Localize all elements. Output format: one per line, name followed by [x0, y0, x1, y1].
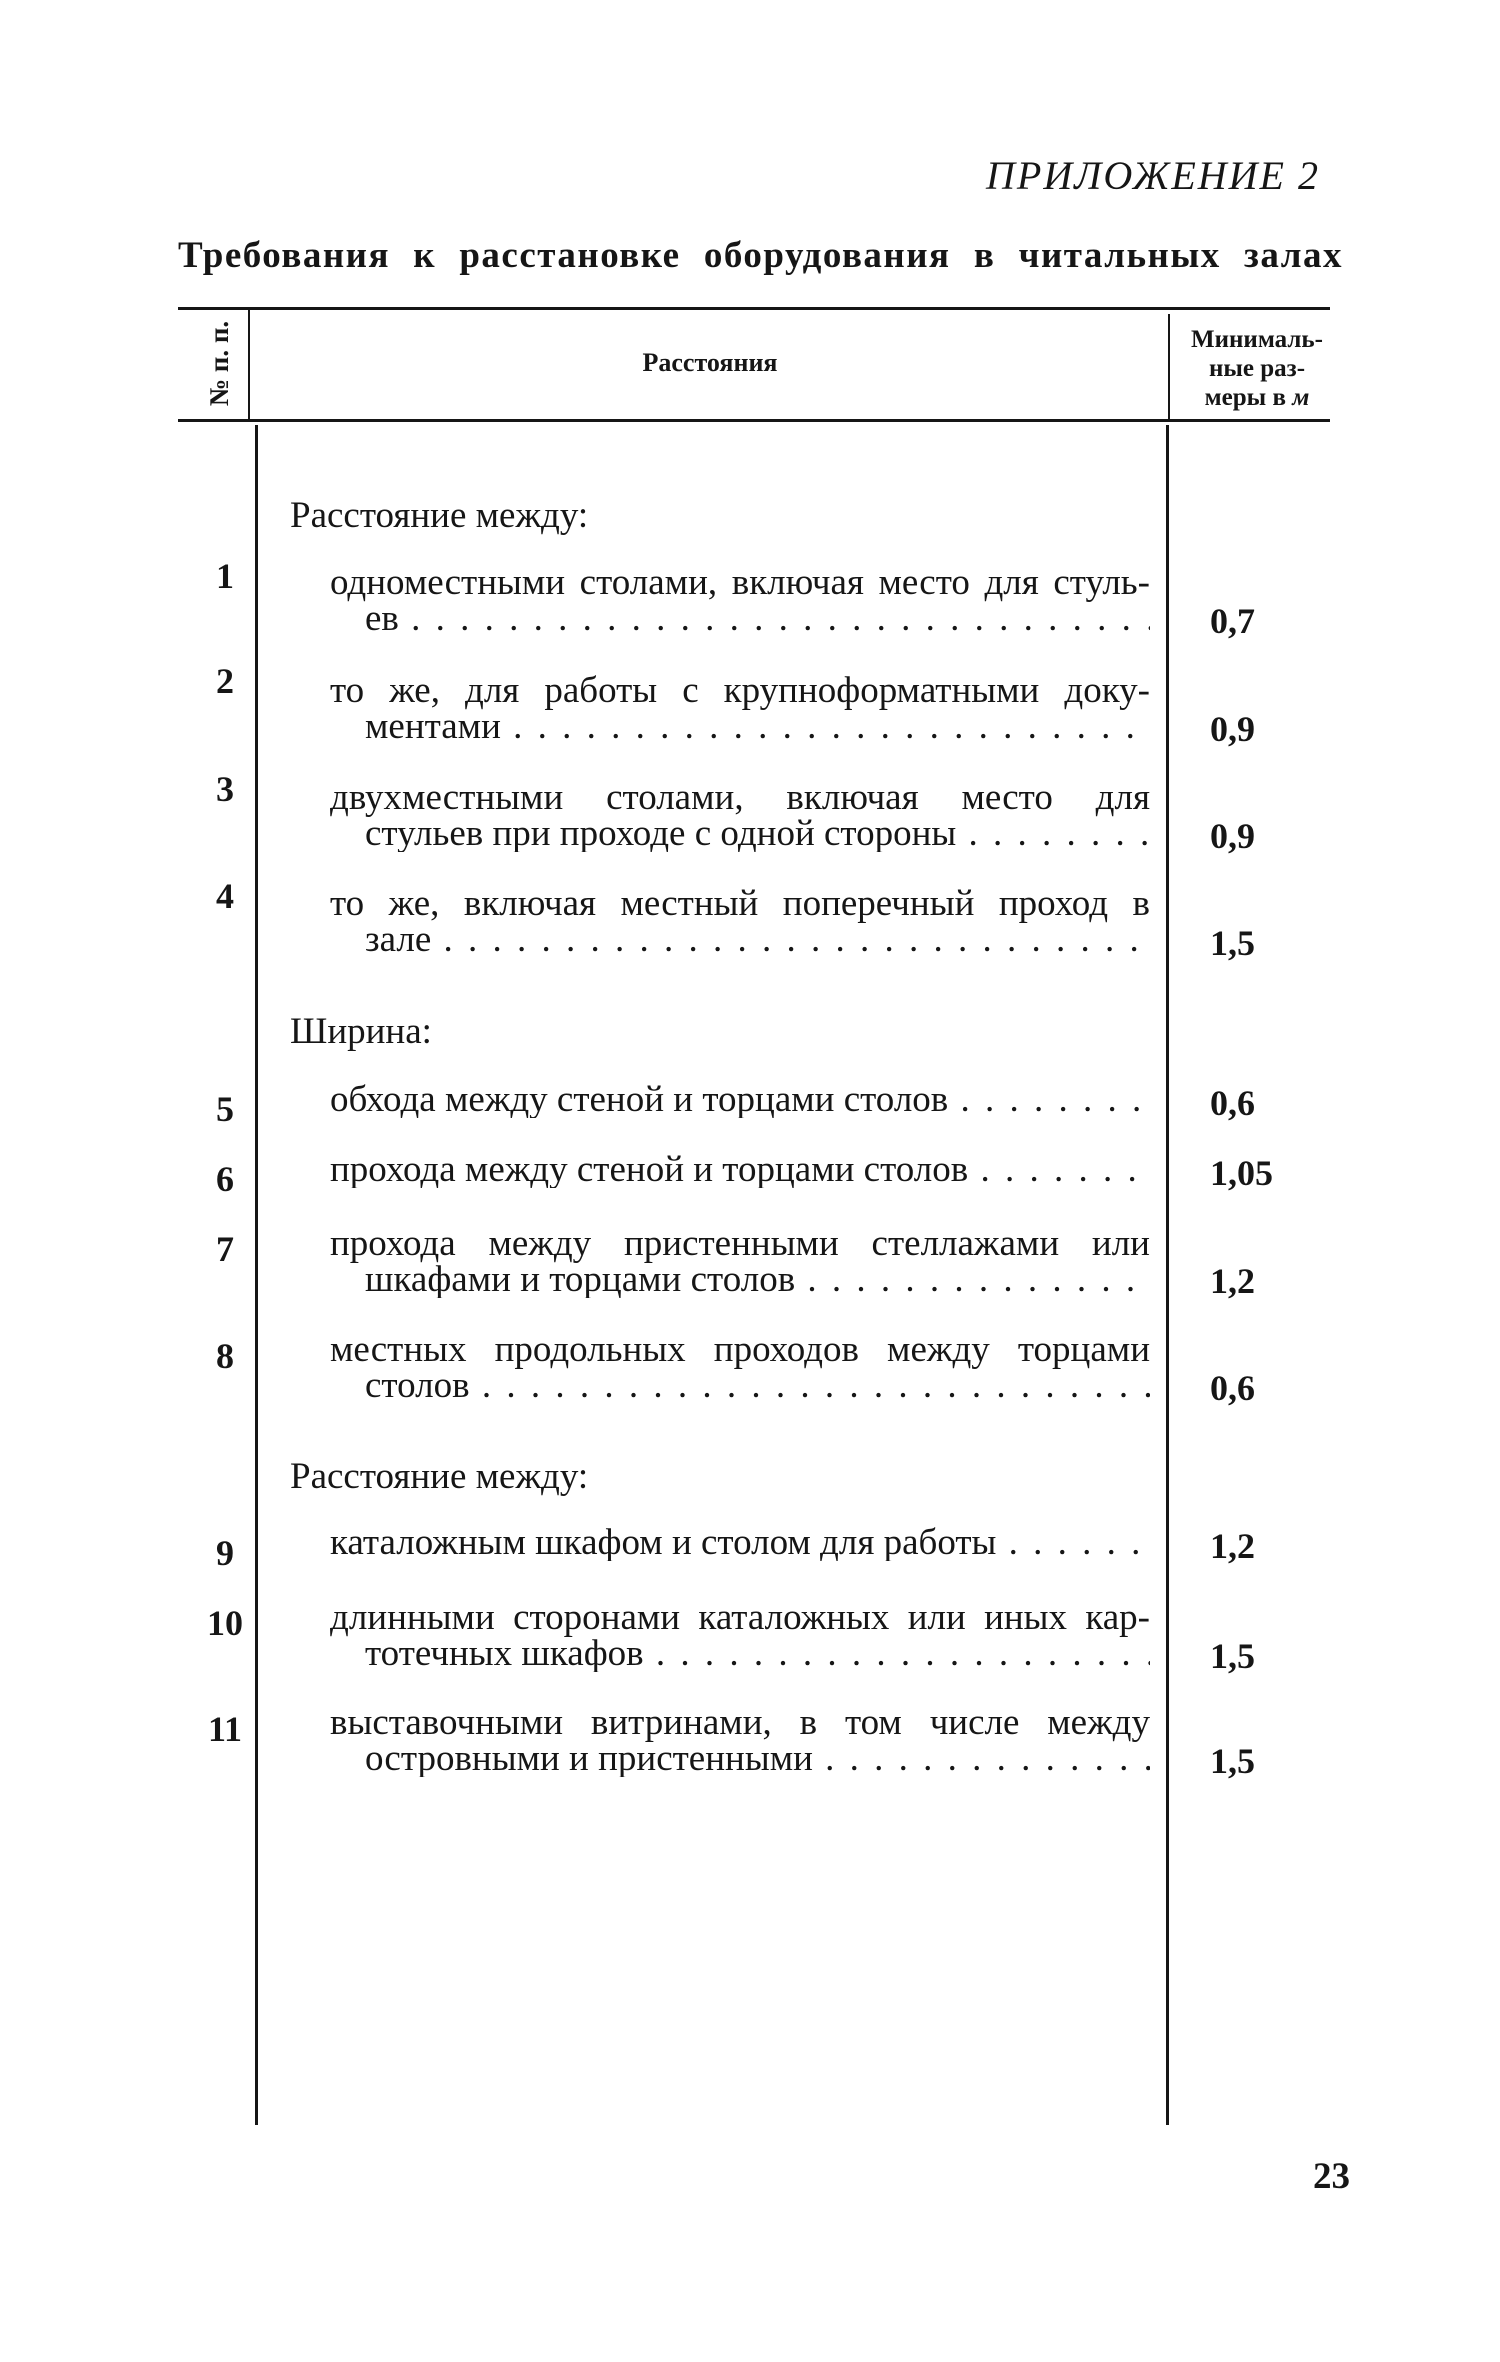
appendix-label: ПРИЛОЖЕНИЕ 2: [986, 153, 1320, 198]
row-text-line1: местных продольных проходов между торцами: [330, 1329, 1150, 1370]
section-heading-distance-2: Расстояние между:: [290, 1456, 589, 1497]
row-text-line1: каталожным шкафом и столом для работы . . .: [330, 1525, 1150, 1561]
section-heading-width: Ширина:: [290, 1011, 432, 1052]
page-title: Требования к расстановке оборудования в читальных залах: [178, 235, 1343, 276]
header-min-unit: м: [1292, 384, 1310, 411]
row-number: 10: [207, 1603, 243, 1643]
row-text-line1: длинными сторонами каталожных или иных кар-: [330, 1597, 1150, 1638]
row-description: [330, 1152, 1150, 1188]
row-description: [330, 1223, 1150, 1298]
row-value: 1,5: [1210, 1636, 1255, 1676]
row-text-line1: обхода между стеной и торцами столов . . .: [330, 1082, 1150, 1118]
row-value: 0,7: [1210, 601, 1255, 641]
row-text-line1: двухместными столами, включая место для: [330, 777, 1150, 818]
row-number: 2: [216, 661, 234, 701]
row-number: 11: [207, 1709, 242, 1749]
page-number: 23: [1313, 2156, 1350, 2197]
row-text-line2: зале . . .: [330, 922, 1150, 958]
row-text-line1: одноместными столами, включая место для стуль-: [330, 562, 1150, 603]
row-text-line1: то же, включая местный поперечный проход в: [330, 883, 1150, 924]
row-text-line2: столов . . .: [330, 1368, 1150, 1404]
row-description: [330, 1082, 1150, 1118]
header-min-line3: [1172, 383, 1342, 412]
row-number: 8: [216, 1336, 234, 1376]
row-value: 1,2: [1210, 1261, 1255, 1301]
row-text-line2: тотечных шкафов . . .: [330, 1636, 1150, 1672]
table-top-rule: [178, 307, 1330, 310]
row-value: 1,5: [1210, 923, 1255, 963]
row-number: 4: [216, 876, 234, 916]
row-description: [330, 1525, 1150, 1561]
row-value: 0,9: [1210, 816, 1255, 856]
row-text-line2: ев . . .: [330, 601, 1150, 637]
row-description: [330, 1597, 1150, 1672]
row-description: [330, 1702, 1150, 1777]
row-value: 1,2: [1210, 1526, 1255, 1566]
row-value: 0,6: [1210, 1083, 1255, 1123]
row-text-line2: стульев при проходе с одной стороны . . .: [330, 816, 1150, 852]
row-description: [330, 883, 1150, 958]
header-min-sizes: [1172, 325, 1342, 412]
row-value: 1,5: [1210, 1741, 1255, 1781]
header-min-line1: Минималь-: [1191, 326, 1323, 353]
row-text-line1: прохода между стеной и торцами столов . . .: [330, 1152, 1150, 1188]
row-text-line2: островными и пристенными . . .: [330, 1741, 1150, 1777]
row-number: 9: [216, 1533, 234, 1573]
header-num: [190, 307, 250, 419]
section-heading-distance: Расстояние между:: [290, 495, 589, 536]
row-description: [330, 777, 1150, 852]
header-num-label: № п. п.: [204, 320, 235, 406]
header-min-line2: ные раз-: [1208, 355, 1306, 382]
row-value: 1,05: [1210, 1153, 1273, 1193]
row-text-line2: шкафами и торцами столов . . .: [330, 1262, 1150, 1298]
header-min-line3-text: меры в: [1204, 384, 1286, 411]
row-number: 6: [216, 1159, 234, 1199]
row-number: 1: [216, 556, 234, 596]
header-distances: Расстояния: [642, 348, 778, 377]
row-text-line1: то же, для работы с крупноформатными доку-: [330, 670, 1150, 711]
row-text-line1: прохода между пристенными стеллажами или: [330, 1223, 1150, 1264]
row-value: 0,6: [1210, 1368, 1255, 1408]
column-divider-min: [1166, 425, 1169, 2125]
row-number: 3: [216, 769, 234, 809]
row-text-line2: ментами . . .: [330, 709, 1150, 745]
row-number: 5: [216, 1089, 234, 1129]
row-number: 7: [216, 1229, 234, 1269]
header-bottom-rule: [178, 419, 1330, 422]
header-divider-min: [1168, 314, 1170, 422]
row-value: 0,9: [1210, 709, 1255, 749]
row-description: [330, 670, 1150, 745]
row-text-line1: выставочными витринами, в том числе между: [330, 1702, 1150, 1743]
row-description: [330, 1329, 1150, 1404]
row-description: [330, 562, 1150, 637]
